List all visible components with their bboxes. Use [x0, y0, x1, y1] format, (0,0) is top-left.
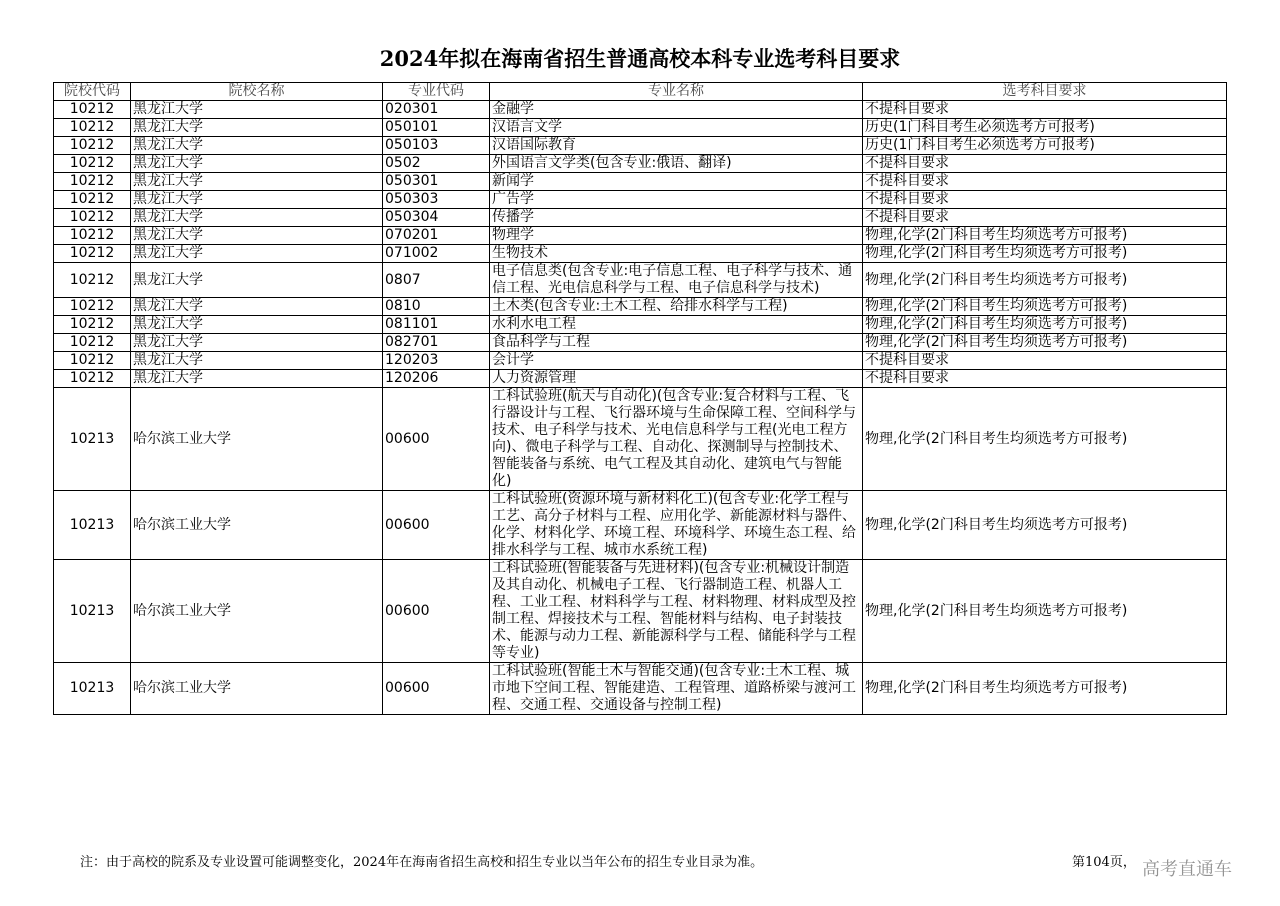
cell-major-name: 工科试验班(资源环境与新材料化工)(包含专业:化学工程与工艺、高分子材料与工程、应用化学、新能源材料与器件、化学、材料化学、环境工程、环境科学、环境生态工程、给排水科学与工程、城市水系统工程)	[490, 491, 863, 560]
cell-school-code: 10212	[54, 173, 131, 191]
table-row	[54, 263, 1227, 298]
requirements-table	[53, 82, 1227, 715]
cell-school-name: 黑龙江大学	[131, 173, 383, 191]
cell-requirement: 物理,化学(2门科目考生均须选考方可报考)	[863, 316, 1227, 334]
cell-school-name: 哈尔滨工业大学	[131, 491, 383, 560]
cell-school-code: 10212	[54, 298, 131, 316]
cell-school-code: 10213	[54, 388, 131, 491]
cell-major-name: 土木类(包含专业:土木工程、给排水科学与工程)	[490, 298, 863, 316]
cell-school-code: 10212	[54, 316, 131, 334]
cell-school-code: 10212	[54, 352, 131, 370]
cell-major-code: 071002	[383, 245, 490, 263]
cell-major-name: 工科试验班(航天与自动化)(包含专业:复合材料与工程、飞行器设计与工程、飞行器环境与生命保障工程、空间科学与技术、电子科学与技术、光电信息科学与工程(光电工程方向)、微电子科学与工程、自动化、探测制导与控制技术、智能装备与系统、电气工程及其自动化、建筑电气与智能化)	[490, 388, 863, 491]
cell-requirement: 不提科目要求	[863, 191, 1227, 209]
table-row	[54, 316, 1227, 334]
table-row	[54, 663, 1227, 715]
cell-school-code: 10212	[54, 334, 131, 352]
cell-major-name: 新闻学	[490, 173, 863, 191]
cell-major-code: 082701	[383, 334, 490, 352]
cell-requirement: 历史(1门科目考生必须选考方可报考)	[863, 119, 1227, 137]
table-row	[54, 191, 1227, 209]
cell-major-name: 传播学	[490, 209, 863, 227]
cell-major-code: 00600	[383, 560, 490, 663]
cell-requirement: 物理,化学(2门科目考生均须选考方可报考)	[863, 560, 1227, 663]
cell-requirement: 历史(1门科目考生必须选考方可报考)	[863, 137, 1227, 155]
cell-school-name: 哈尔滨工业大学	[131, 663, 383, 715]
cell-requirement: 不提科目要求	[863, 155, 1227, 173]
header-major-name: 专业名称	[490, 83, 863, 101]
cell-school-code: 10212	[54, 263, 131, 298]
cell-major-name: 水利水电工程	[490, 316, 863, 334]
cell-major-code: 050303	[383, 191, 490, 209]
header-school-code: 院校代码	[54, 83, 131, 101]
cell-school-name: 哈尔滨工业大学	[131, 560, 383, 663]
cell-school-name: 黑龙江大学	[131, 352, 383, 370]
cell-school-code: 10212	[54, 370, 131, 388]
cell-school-name: 黑龙江大学	[131, 245, 383, 263]
table-row	[54, 560, 1227, 663]
cell-requirement: 不提科目要求	[863, 209, 1227, 227]
table-row	[54, 227, 1227, 245]
table-row	[54, 491, 1227, 560]
cell-major-code: 050101	[383, 119, 490, 137]
cell-major-code: 050304	[383, 209, 490, 227]
cell-school-name: 黑龙江大学	[131, 101, 383, 119]
cell-major-name: 外国语言文学类(包含专业:俄语、翻译)	[490, 155, 863, 173]
cell-school-code: 10212	[54, 155, 131, 173]
table-row	[54, 155, 1227, 173]
cell-school-name: 黑龙江大学	[131, 298, 383, 316]
cell-major-name: 汉语言文学	[490, 119, 863, 137]
cell-school-code: 10212	[54, 137, 131, 155]
table-row	[54, 245, 1227, 263]
cell-requirement: 物理,化学(2门科目考生均须选考方可报考)	[863, 263, 1227, 298]
cell-major-name: 生物技术	[490, 245, 863, 263]
cell-school-name: 哈尔滨工业大学	[131, 388, 383, 491]
cell-major-name: 汉语国际教育	[490, 137, 863, 155]
cell-school-code: 10212	[54, 119, 131, 137]
cell-major-name: 会计学	[490, 352, 863, 370]
cell-school-code: 10212	[54, 245, 131, 263]
table-row	[54, 352, 1227, 370]
cell-requirement: 物理,化学(2门科目考生均须选考方可报考)	[863, 388, 1227, 491]
cell-school-name: 黑龙江大学	[131, 191, 383, 209]
cell-school-code: 10212	[54, 209, 131, 227]
cell-major-code: 00600	[383, 388, 490, 491]
table-row	[54, 298, 1227, 316]
cell-requirement: 物理,化学(2门科目考生均须选考方可报考)	[863, 663, 1227, 715]
cell-major-name: 工科试验班(智能土木与智能交通)(包含专业:土木工程、城市地下空间工程、智能建造、工程管理、道路桥梁与渡河工程、交通工程、交通设备与控制工程)	[490, 663, 863, 715]
table-row	[54, 101, 1227, 119]
table-row	[54, 137, 1227, 155]
page-number: 第104页，	[1072, 855, 1136, 870]
cell-major-code: 00600	[383, 663, 490, 715]
cell-major-code: 050103	[383, 137, 490, 155]
header-major-code: 专业代码	[383, 83, 490, 101]
cell-school-code: 10213	[54, 491, 131, 560]
cell-major-name: 电子信息类(包含专业:电子信息工程、电子科学与技术、通信工程、光电信息科学与工程、电子信息科学与技术)	[490, 263, 863, 298]
cell-requirement: 不提科目要求	[863, 101, 1227, 119]
cell-school-name: 黑龙江大学	[131, 119, 383, 137]
table-row	[54, 173, 1227, 191]
cell-major-name: 广告学	[490, 191, 863, 209]
cell-requirement: 物理,化学(2门科目考生均须选考方可报考)	[863, 491, 1227, 560]
cell-school-name: 黑龙江大学	[131, 316, 383, 334]
cell-school-code: 10213	[54, 663, 131, 715]
cell-major-name: 工科试验班(智能装备与先进材料)(包含专业:机械设计制造及其自动化、机械电子工程、飞行器制造工程、机器人工程、工业工程、材料科学与工程、材料物理、材料成型及控制工程、焊接技术与工程、智能材料与结构、电子封装技术、能源与动力工程、新能源科学与工程、储能科学与工程等专业)	[490, 560, 863, 663]
table-row	[54, 334, 1227, 352]
cell-major-code: 050301	[383, 173, 490, 191]
cell-major-code: 0807	[383, 263, 490, 298]
cell-school-code: 10213	[54, 560, 131, 663]
table-row	[54, 209, 1227, 227]
cell-requirement: 物理,化学(2门科目考生均须选考方可报考)	[863, 334, 1227, 352]
table-row	[54, 388, 1227, 491]
watermark: 高考直通车	[1142, 859, 1232, 880]
cell-requirement: 不提科目要求	[863, 173, 1227, 191]
header-school-name: 院校名称	[131, 83, 383, 101]
cell-school-code: 10212	[54, 191, 131, 209]
cell-requirement: 物理,化学(2门科目考生均须选考方可报考)	[863, 245, 1227, 263]
cell-requirement: 物理,化学(2门科目考生均须选考方可报考)	[863, 298, 1227, 316]
cell-major-code: 120203	[383, 352, 490, 370]
cell-school-name: 黑龙江大学	[131, 227, 383, 245]
cell-school-code: 10212	[54, 227, 131, 245]
cell-major-name: 人力资源管理	[490, 370, 863, 388]
cell-school-name: 黑龙江大学	[131, 137, 383, 155]
cell-school-code: 10212	[54, 101, 131, 119]
cell-school-name: 黑龙江大学	[131, 155, 383, 173]
cell-major-code: 070201	[383, 227, 490, 245]
cell-requirement: 物理,化学(2门科目考生均须选考方可报考)	[863, 227, 1227, 245]
table-header-row	[54, 83, 1227, 101]
header-requirement: 选考科目要求	[863, 83, 1227, 101]
cell-school-name: 黑龙江大学	[131, 370, 383, 388]
cell-major-code: 0810	[383, 298, 490, 316]
cell-major-code: 020301	[383, 101, 490, 119]
table-row	[54, 119, 1227, 137]
cell-school-name: 黑龙江大学	[131, 263, 383, 298]
page-title: 2024年拟在海南省招生普通高校本科专业选考科目要求	[379, 46, 901, 71]
cell-requirement: 不提科目要求	[863, 352, 1227, 370]
table-row	[54, 370, 1227, 388]
footnote: 注：由于高校的院系及专业设置可能调整变化，2024年在海南省招生高校和招生专业以当年公布的招生专业目录为准。	[80, 855, 764, 870]
cell-major-name: 食品科学与工程	[490, 334, 863, 352]
cell-school-name: 黑龙江大学	[131, 209, 383, 227]
cell-major-name: 物理学	[490, 227, 863, 245]
cell-major-code: 0502	[383, 155, 490, 173]
cell-major-code: 120206	[383, 370, 490, 388]
cell-school-name: 黑龙江大学	[131, 334, 383, 352]
cell-major-code: 081101	[383, 316, 490, 334]
cell-major-name: 金融学	[490, 101, 863, 119]
cell-requirement: 不提科目要求	[863, 370, 1227, 388]
cell-major-code: 00600	[383, 491, 490, 560]
